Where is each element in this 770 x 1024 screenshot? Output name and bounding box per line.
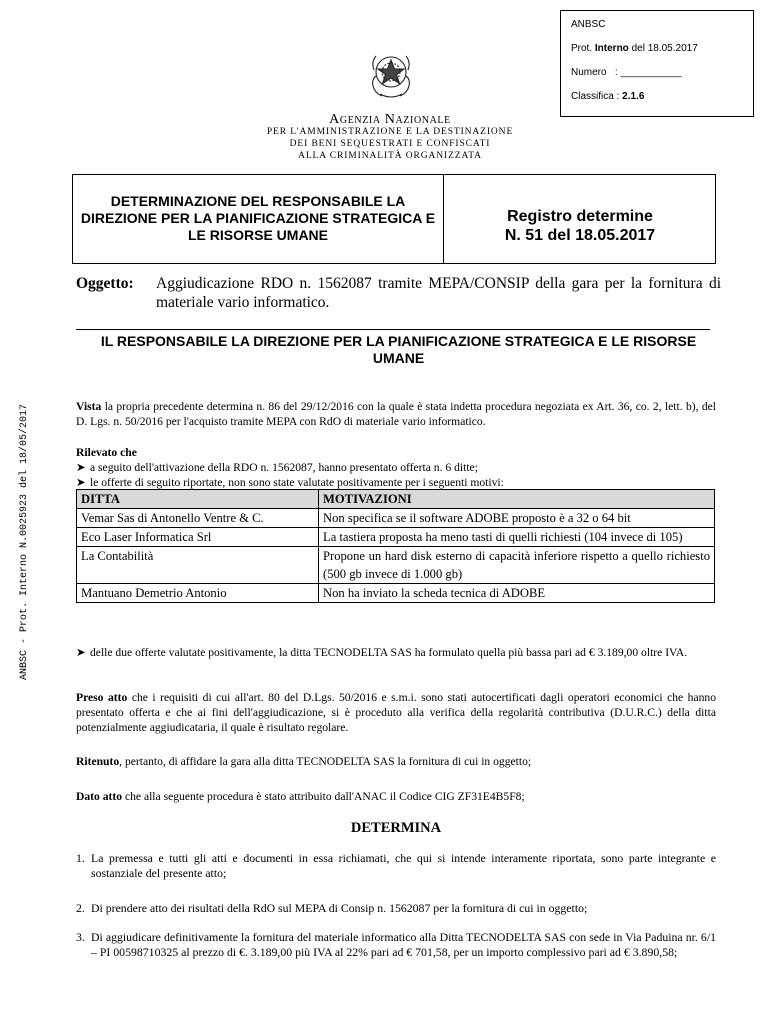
list-item: 2. Di prendere atto dei risultati della RdO sul MEPA di Consip n. 1562087 per la fornitura di cui in oggetto; — [76, 901, 588, 915]
side-protocol-stamp: ANBSC - Prot. Interno N.0025923 del 18/05/2017 — [19, 403, 30, 680]
vista-paragraph: Vista la propria precedente determina n. 86 del 29/12/2016 con la quale è stata indetta procedura negoziata ex Art. 36, co. 2, lett. b), del D. Lgs. n. 50/2016 per l'acquisto tramite MEPA con RdO di materiale vario informatico. — [76, 400, 716, 428]
responsible-heading: IL RESPONSABILE LA DIREZIONE PER LA PIANIFICAZIONE STRATEGICA E LE RISORSE UMANE — [100, 333, 697, 366]
company-cell: La Contabilità — [77, 547, 319, 584]
company-cell: Eco Laser Informatica Srl — [77, 528, 319, 547]
arrow-bullet-icon: ➤ — [76, 461, 86, 474]
stamp-org: ANBSC — [571, 19, 606, 30]
reason-cell: Non specifica se il software ADOBE proposto è a 32 o 64 bit — [319, 509, 715, 528]
agency-line-1: PER L'AMMINISTRAZIONE E LA DESTINAZIONE — [266, 127, 514, 137]
table-row — [77, 509, 715, 528]
stamp-protocol: Prot. Interno del 18.05.2017 — [571, 43, 698, 54]
table-row — [77, 584, 715, 603]
subject-label: Oggetto: — [76, 275, 134, 292]
reason-cell: Non ha inviato la scheda tecnica di ADOBE — [319, 584, 715, 603]
republic-emblem-icon — [368, 50, 414, 102]
company-cell: Vemar Sas di Antonello Ventre & C. — [77, 509, 319, 528]
subject-section — [76, 274, 721, 312]
list-item: 1. La premessa e tutti gli atti e documenti in essa richiamati, che qui si intende interamente riportata, sono parte integrante e sostanziale del presente atto; — [76, 851, 716, 880]
bullet-item: ➤ a seguito dell'attivazione della RDO n. 1562087, hanno presentato offerta n. 6 ditte; — [76, 461, 478, 474]
ritenuto-paragraph: Ritenuto, pertanto, di affidare la gara alla ditta TECNODELTA SAS la fornitura di cui in oggetto; — [76, 755, 532, 768]
registry-info — [444, 207, 716, 245]
table-header-row — [77, 490, 715, 509]
stamp-classifica: Classifica : 2.1.6 — [571, 91, 645, 102]
determination-header-box — [72, 174, 716, 264]
column-header-ditta: DITTA — [77, 490, 319, 509]
agency-line-3: ALLA CRIMINALITÀ ORGANIZZATA — [298, 151, 482, 161]
reason-cell: La tastiera proposta ha meno tasti di quelli richiesti (104 invece di 105) — [319, 528, 715, 547]
excluded-offers-table — [76, 489, 715, 603]
arrow-bullet-icon: ➤ — [76, 646, 86, 659]
protocol-stamp-box — [560, 10, 754, 117]
registry-label: Registro determine — [507, 208, 653, 225]
determina-heading: DETERMINA — [350, 820, 442, 836]
preso-atto-paragraph: Preso atto che i requisiti di cui all'art. 80 del D.Lgs. 50/2016 e s.m.i. sono stati autocertificati dagli operatori economici che hanno presentato offerta e che ai fini dell'aggiudicazione, si è proceduto alla verifica della regolarità contributiva (D.U.R.C.) della ditta potenzialmente aggiudicataria, il quale è risultato regolare. — [76, 691, 716, 734]
rilevato-label: Rilevato che — [76, 446, 137, 459]
stamp-numero: Numero : ___________ — [571, 67, 682, 78]
agency-line-2: DEI BENI SEQUESTRATI E CONFISCATI — [289, 139, 491, 149]
agency-heading — [230, 114, 550, 162]
reason-cell: Propone un hard disk esterno di capacità inferiore rispetto a quello richiesto (500 gb invece di 1.000 gb) — [319, 547, 715, 584]
agency-name: Agenzia Nazionale — [329, 112, 451, 127]
arrow-bullet-icon: ➤ — [76, 476, 86, 489]
company-cell: Mantuano Demetrio Antonio — [77, 584, 319, 603]
horizontal-rule — [76, 329, 710, 330]
registry-number: N. 51 del 18.05.2017 — [504, 227, 656, 244]
bullet-item: ➤ delle due offerte valutate positivamente, la ditta TECNODELTA SAS ha formulato quella più bassa pari ad € 3.189,00 oltre IVA. — [76, 646, 688, 659]
list-item: 3. Di aggiudicare definitivamente la fornitura del materiale informatico alla Ditta TECNODELTA SAS con sede in Via Paduina nr. 6/1 – PI 00598710325 al prezzo di €. 3.189,00 più IVA al 22% pari ad € 701,58, per un importo complessivo pari ad € 3.890,58; — [76, 930, 716, 959]
rilevato-section — [76, 445, 716, 490]
table-row — [77, 547, 715, 584]
table-row — [77, 528, 715, 547]
subject-text: Aggiudicazione RDO n. 1562087 tramite MEPA/CONSIP della gara per la fornitura di materiale vario informatico. — [156, 275, 721, 311]
determination-title: DETERMINAZIONE DEL RESPONSABILE LA DIREZIONE PER LA PIANIFICAZIONE STRATEGICA E LE RISORSE UMANE — [80, 193, 436, 243]
column-header-motivazioni: MOTIVAZIONI — [319, 490, 715, 509]
dato-atto-paragraph: Dato atto che alla seguente procedura è stato attribuito dall'ANAC il Codice CIG ZF31E4B5F8; — [76, 790, 525, 803]
bullet-item: ➤ le offerte di seguito riportate, non sono state valutate positivamente per i seguenti motivi: — [76, 476, 504, 489]
